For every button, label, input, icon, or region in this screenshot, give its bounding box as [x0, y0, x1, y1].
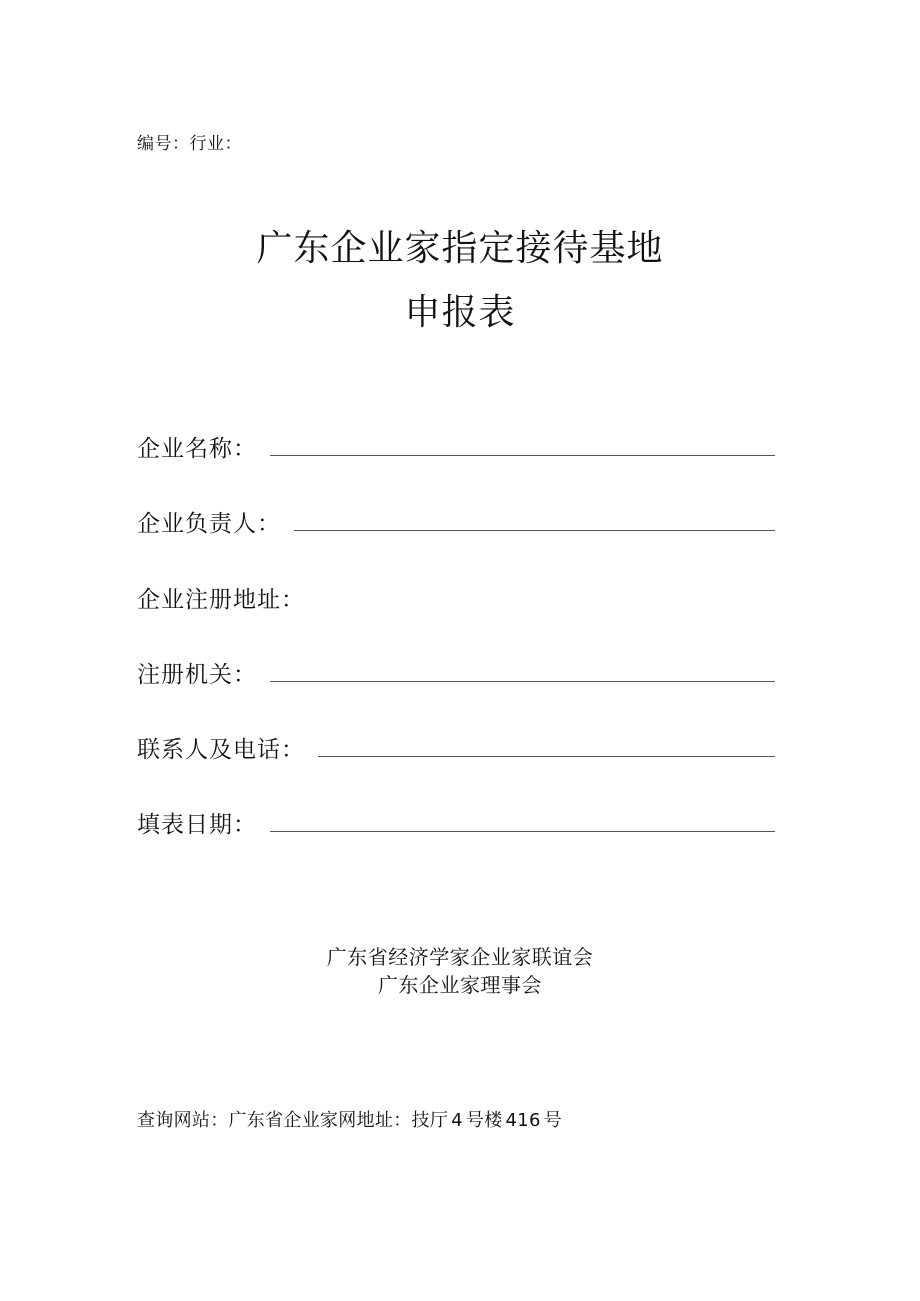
- fill-line-company-name[interactable]: [270, 455, 775, 456]
- fill-line-company-head[interactable]: [294, 530, 775, 531]
- industry-label: 行业：: [189, 134, 242, 154]
- website-value: 广东省企业家网: [228, 1110, 357, 1131]
- address-number-2: 416: [505, 1110, 541, 1131]
- address-part-3: 号: [543, 1110, 563, 1131]
- page-subtitle: 申报表: [404, 292, 516, 333]
- field-label-company-name: 企业名称：: [137, 436, 257, 462]
- address-part-2: 号楼: [465, 1110, 503, 1131]
- field-label-fill-date: 填表日期：: [137, 812, 257, 838]
- field-label-contact-phone: 联系人及电话：: [137, 737, 305, 763]
- field-label-registered-address: 企业注册地址：: [137, 587, 305, 613]
- address-label: 地址：: [356, 1110, 412, 1131]
- fill-line-registration-authority[interactable]: [270, 681, 775, 682]
- field-label-registration-authority: 注册机关：: [137, 662, 257, 688]
- fill-line-fill-date[interactable]: [270, 831, 775, 832]
- address-number-1: 4: [451, 1110, 463, 1131]
- address-part-1: 技厅: [411, 1110, 449, 1131]
- website-label: 查询网站：: [137, 1110, 229, 1131]
- page-title: 广东企业家指定接待基地: [256, 228, 664, 269]
- issuing-organization-1: 广东省经济学家企业家联谊会: [326, 945, 594, 969]
- fill-line-contact-phone[interactable]: [318, 756, 775, 757]
- code-label: 编号：: [137, 134, 190, 154]
- footer-contact-info: [137, 1106, 562, 1132]
- header-code-industry: [137, 129, 242, 154]
- issuing-organization-2: 广东企业家理事会: [378, 973, 542, 997]
- field-label-company-head: 企业负责人：: [137, 511, 281, 537]
